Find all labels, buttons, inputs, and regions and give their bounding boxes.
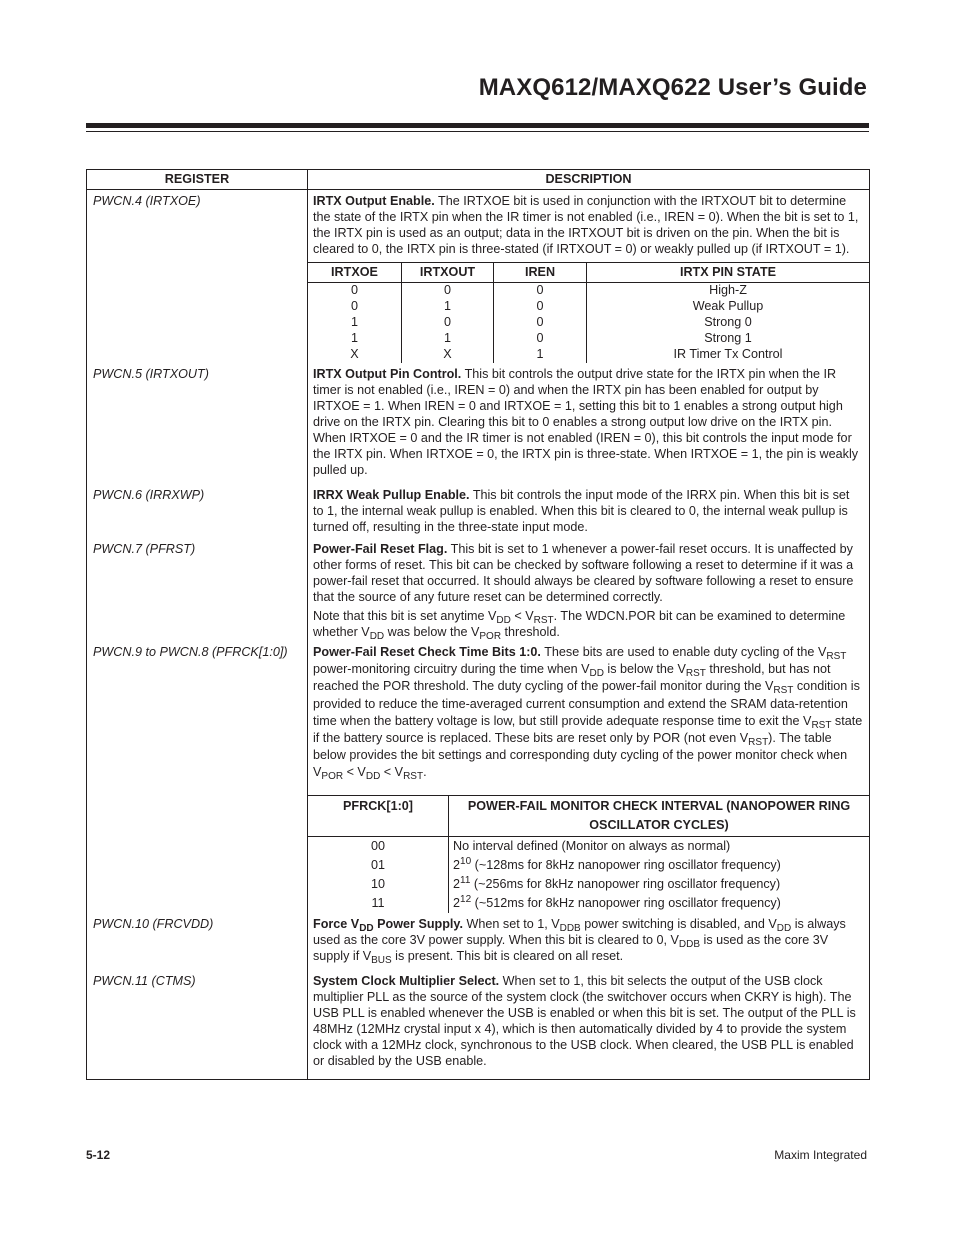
description-label: IRTX Output Pin Control. — [313, 367, 462, 381]
register-description — [308, 190, 870, 263]
pfrck-interval-table — [307, 795, 870, 913]
pfrck-code: 01 — [308, 856, 449, 875]
description-note: Note that this bit is set anytime $V_{DD} < V_{RST}$. The WDCN.POR bit can be examined to determine whether $V_{DD}$ was below the $V_{POR}$ threshold. — [313, 609, 846, 642]
table-row — [308, 299, 870, 315]
table-row — [87, 363, 870, 484]
state-cell: X — [308, 347, 402, 363]
state-cell: 0 — [494, 299, 587, 315]
irtx-state-table — [307, 262, 870, 363]
table-row — [87, 538, 870, 641]
pfrck-interval: $2^{12}$ (~512ms for 8kHz nanopower ring oscillator frequency) — [449, 894, 870, 913]
state-cell: IR Timer Tx Control — [587, 347, 870, 363]
table-row — [308, 315, 870, 331]
table-row — [87, 970, 870, 1080]
irtx-state-header — [308, 263, 870, 283]
state-col-irtxoe: IRTXOE — [308, 263, 402, 283]
header-rule-thin — [86, 131, 869, 132]
state-cell: 0 — [308, 299, 402, 315]
header-rule-thick — [86, 123, 869, 128]
state-cell: Strong 1 — [587, 331, 870, 347]
table-row — [308, 875, 870, 894]
pfrck-code: 10 — [308, 875, 449, 894]
state-cell: 0 — [494, 315, 587, 331]
state-col-iren: IREN — [494, 263, 587, 283]
state-col-irtxout: IRTXOUT — [402, 263, 494, 283]
table-row — [308, 856, 870, 875]
table-row — [87, 641, 870, 795]
register-description — [308, 970, 870, 1080]
state-cell: X — [402, 347, 494, 363]
state-cell: 1 — [494, 347, 587, 363]
table-row — [87, 913, 870, 970]
description-label: IRTX Output Enable. — [313, 194, 435, 208]
table-header-row — [87, 170, 870, 190]
description-text: This bit controls the input mode of the IRRX pin. When this bit is set to 1, the internal weak pullup is enabled. When this bit is cleared to 0, the internal weak pullup is turned off, resulting in the three-state input mode. — [313, 488, 850, 534]
register-name: PWCN.6 (IRRXWP) — [87, 484, 308, 538]
table-row — [87, 484, 870, 538]
table-row — [87, 795, 870, 913]
pfrck-table-header — [308, 795, 870, 836]
table-row — [308, 347, 870, 363]
page-title: MAXQ612/MAXQ622 User’s Guide — [478, 74, 867, 101]
register-name: PWCN.9 to PWCN.8 (PFRCK[1:0]) — [87, 641, 308, 795]
register-description — [308, 484, 870, 538]
description-label: IRRX Weak Pullup Enable. — [313, 488, 470, 502]
pfrck-code: 00 — [308, 836, 449, 856]
state-cell: Strong 0 — [587, 315, 870, 331]
table-row — [308, 894, 870, 913]
register-name: PWCN.5 (IRTXOUT) — [87, 363, 308, 484]
pfrck-col-code: PFRCK[1:0] — [308, 795, 449, 836]
register-table — [86, 169, 870, 1080]
description-text: When set to 1, this bit selects the output of the USB clock multiplier PLL as the source of the system clock (the switchover occurs when CKRY is high). The USB PLL is enabled whenever the USB is enabled or when this bit is set. The output of the PLL is 48MHz (12MHz crystal input x 4), which is then automatically divided by 4 to provide the system clock with a 12MHz clock, synchronous to the USB clock. When cleared, the USB PLL is enabled or disabled by the USB enable. — [313, 973, 856, 1068]
state-cell: 1 — [402, 299, 494, 315]
description-label: System Clock Multiplier Select. — [313, 973, 500, 988]
state-cell: 1 — [308, 331, 402, 347]
table-row — [87, 190, 870, 263]
pfrck-code: 11 — [308, 894, 449, 913]
state-cell: 0 — [494, 283, 587, 300]
column-header-description: DESCRIPTION — [308, 170, 870, 190]
description-label: Power-Fail Reset Flag. — [313, 542, 448, 556]
state-cell: 0 — [402, 283, 494, 300]
table-row — [308, 836, 870, 856]
state-cell: 0 — [402, 315, 494, 331]
table-row — [308, 283, 870, 300]
register-name: PWCN.4 (IRTXOE) — [87, 190, 308, 263]
pfrck-interval: $2^{10}$ (~128ms for 8kHz nanopower ring oscillator frequency) — [449, 856, 870, 875]
column-header-register: REGISTER — [87, 170, 308, 190]
register-description — [308, 538, 870, 641]
pfrck-interval: $2^{11}$ (~256ms for 8kHz nanopower ring oscillator frequency) — [449, 875, 870, 894]
state-col-pin-state: IRTX PIN STATE — [587, 263, 870, 283]
state-cell: 0 — [308, 283, 402, 300]
description-text: The IRTXOE bit is used in conjunction with the IRTXOUT bit to determine the state of the IRTX pin when the IR timer is not enabled (i.e., IREN = 0). When the bit is set to 1, the IRTX pin is used as an output; data in the IRTXOUT bit is driven on the pin. When the bit is cleared to 0, the IRTX pin is three-stated (if IRTXOUT = 0) or weakly pulled up (if IRTXOUT = 1). — [313, 194, 859, 256]
register-name: PWCN.10 (FRCVDD) — [87, 913, 308, 970]
footer-company: Maxim Integrated — [774, 1148, 867, 1162]
table-row — [87, 262, 870, 363]
state-cell: 0 — [494, 331, 587, 347]
pfrck-interval: No interval defined (Monitor on always as normal) — [449, 836, 870, 856]
pfrck-col-interval: POWER-FAIL MONITOR CHECK INTERVAL (NANOPOWER RING OSCILLATOR CYCLES) — [449, 795, 870, 836]
register-description — [308, 363, 870, 484]
description-label: Force $V_{DD}$ Power Supply. — [313, 916, 463, 934]
table-row — [308, 331, 870, 347]
state-cell: Weak Pullup — [587, 299, 870, 315]
description-label: Power-Fail Reset Check Time Bits 1:0. — [313, 645, 541, 659]
page-number: 5-12 — [86, 1148, 111, 1162]
state-cell: 1 — [308, 315, 402, 331]
register-name: PWCN.7 (PFRST) — [87, 538, 308, 641]
register-description: Force $V_{DD}$ Power Supply. When set to 1, $V_{DDB}$ power switching is disabled, and $V_{DD}$ is always used as the core 3V power supply. When this bit is cleared to 0, $V_{DDB}$ is used as the core 3V supply if $V_{BUS}$ is present. This bit is cleared on all reset. — [308, 913, 870, 970]
description-text: This bit is set to 1 whenever a power-fail reset occurs. It is unaffected by other forms of reset. This bit can be checked by software following a reset to determine if it was a power-fail reset that occurred. It should always be cleared by software following a reset to ensure that the source of any future reset can be determined correctly. — [313, 542, 854, 604]
register-name: PWCN.11 (CTMS) — [87, 970, 308, 1080]
description-text: This bit controls the output drive state for the IRTX pin when the IR timer is not enabled (i.e., IREN = 0) and when the IRTX pin has been enabled for output by IRTXOE = 1. When IREN = 0 and IRTXOE = 1, setting this bit to 1 enables a strong output high drive on the IRTX pin. Clearing this bit to 0 enables a strong output low drive on the IRTX pin. When IRTXOE = 0 and the IR timer is not enabled (IREN = 0), this bit controls the input mode for the IRTX pin. When IRTXOE = 0, the IRTX pin is three-state. When IRTXOE = 1, the pin is weakly pulled up. — [313, 367, 859, 477]
register-description: Power-Fail Reset Check Time Bits 1:0. These bits are used to enable duty cycling of the $V_{RST}$ power-monitoring circuitry during the time when $V_{DD}$ is below the $V_{RST}$ threshold, but has not reached the POR threshold. The duty cycling of the power-fail monitor during the $V_{RST}$ condition is provided to reduce the time-averaged current consumption and extend the SRAM data-retention time when the battery voltage is low, but still provide adequate response time to exit the $V_{RST}$ state if the battery source is replaced. These bits are reset only by POR (not even $V_{RST}$). The table below provides the bit settings and corresponding duty cycling of the power monitor check when $V_{POR} < V_{DD} < V_{RST}$. — [308, 641, 870, 795]
state-cell: 1 — [402, 331, 494, 347]
state-cell: High-Z — [587, 283, 870, 300]
